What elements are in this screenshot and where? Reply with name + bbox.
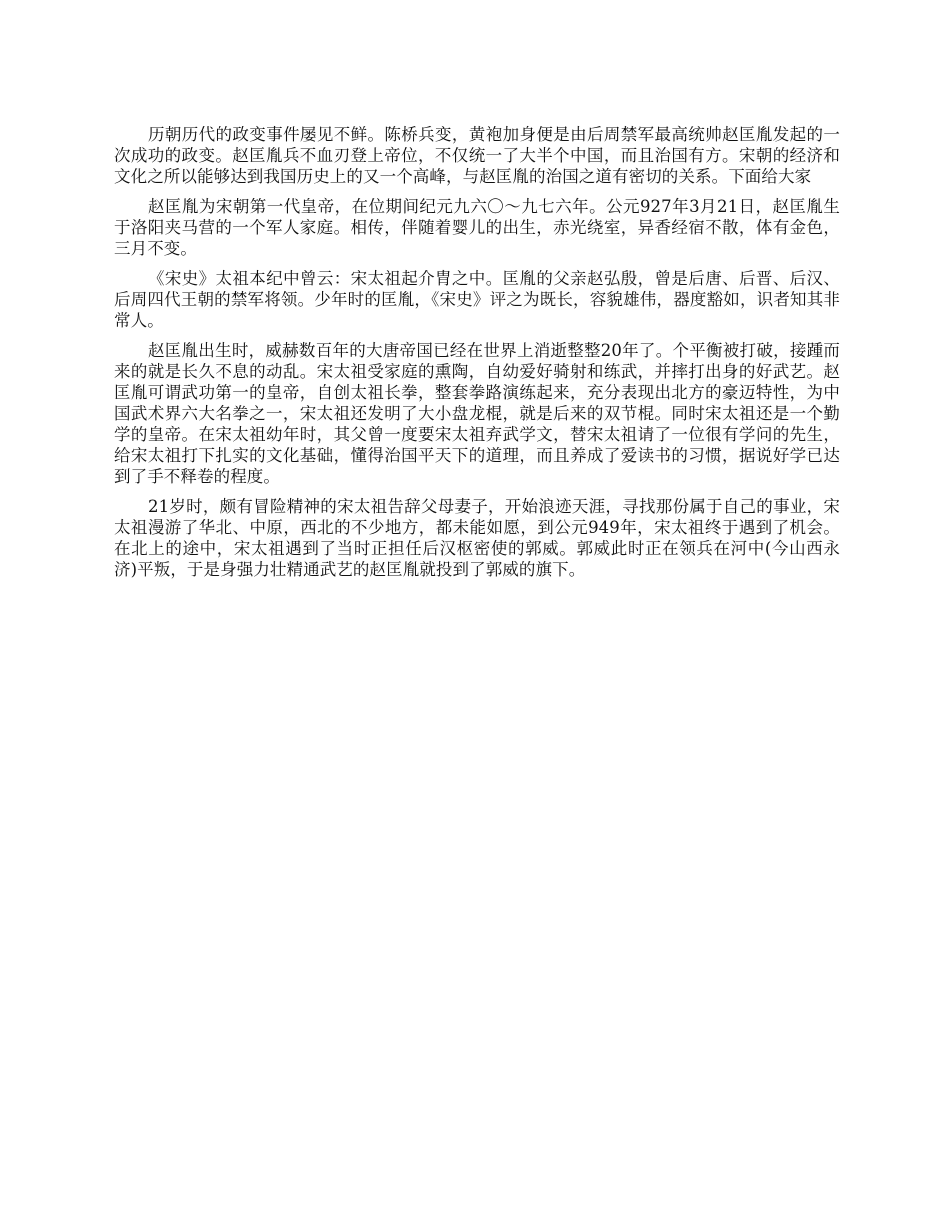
paragraph-family-background: 《宋史》太祖本纪中曾云：宋太祖起介胄之中。匡胤的父亲赵弘殷，曾是后唐、后晋、后汉、后周四代王朝的禁军将领。少年时的匡胤，《宋史》评之为既长，容貌雄伟，器度豁如，识者知其非常人。 xyxy=(114,269,840,330)
paragraph-birth: 赵匡胤为宋朝第一代皇帝，在位期间纪元九六〇～九七六年。公元927年3月21日，赵匡胤生于洛阳夹马营的一个军人家庭。相传，伴随着婴儿的出生，赤光绕室，异香经宿不散，体有金色，三月不变。 xyxy=(114,197,840,258)
document-body xyxy=(114,124,840,589)
paragraph-martial-arts-and-study: 赵匡胤出生时，威赫数百年的大唐帝国已经在世界上消逝整整20年了。个平衡被打破，接踵而来的就是长久不息的动乱。宋太祖受家庭的熏陶，自幼爱好骑射和练武，并摔打出身的好武艺。赵匡胤可谓武功第一的皇帝，自创太祖长拳，整套拳路演练起来，充分表现出北方的豪迈特性，为中国武术界六大名拳之一，宋太祖还发明了大小盘龙棍，就是后来的双节棍。同时宋太祖还是一个勤学的皇帝。在宋太祖幼年时，其父曾一度要宋太祖弃武学文，替宋太祖请了一位很有学问的先生，给宋太祖打下扎实的文化基础，懂得治国平天下的道理，而且养成了爱读书的习惯，据说好学已达到了手不释卷的程度。 xyxy=(114,341,840,486)
paragraph-wandering-and-guo-wei: 21岁时，颇有冒险精神的宋太祖告辞父母妻子，开始浪迹天涯，寻找那份属于自己的事业，宋太祖漫游了华北、中原，西北的不少地方，都未能如愿，到公元949年，宋太祖终于遇到了机会。在北上的途中，宋太祖遇到了当时正担任后汉枢密使的郭威。郭威此时正在领兵在河中(今山西永济)平叛，于是身强力壮精通武艺的赵匡胤就投到了郭威的旗下。 xyxy=(114,497,840,579)
paragraph-chen-qiao-mutiny: 历朝历代的政变事件屡见不鲜。陈桥兵变，黄袍加身便是由后周禁军最高统帅赵匡胤发起的一次成功的政变。赵匡胤兵不血刃登上帝位，不仅统一了大半个中国，而且治国有方。宋朝的经济和文化之所以能够达到我国历史上的又一个高峰，与赵匡胤的治国之道有密切的关系。下面给大家 xyxy=(114,125,840,186)
